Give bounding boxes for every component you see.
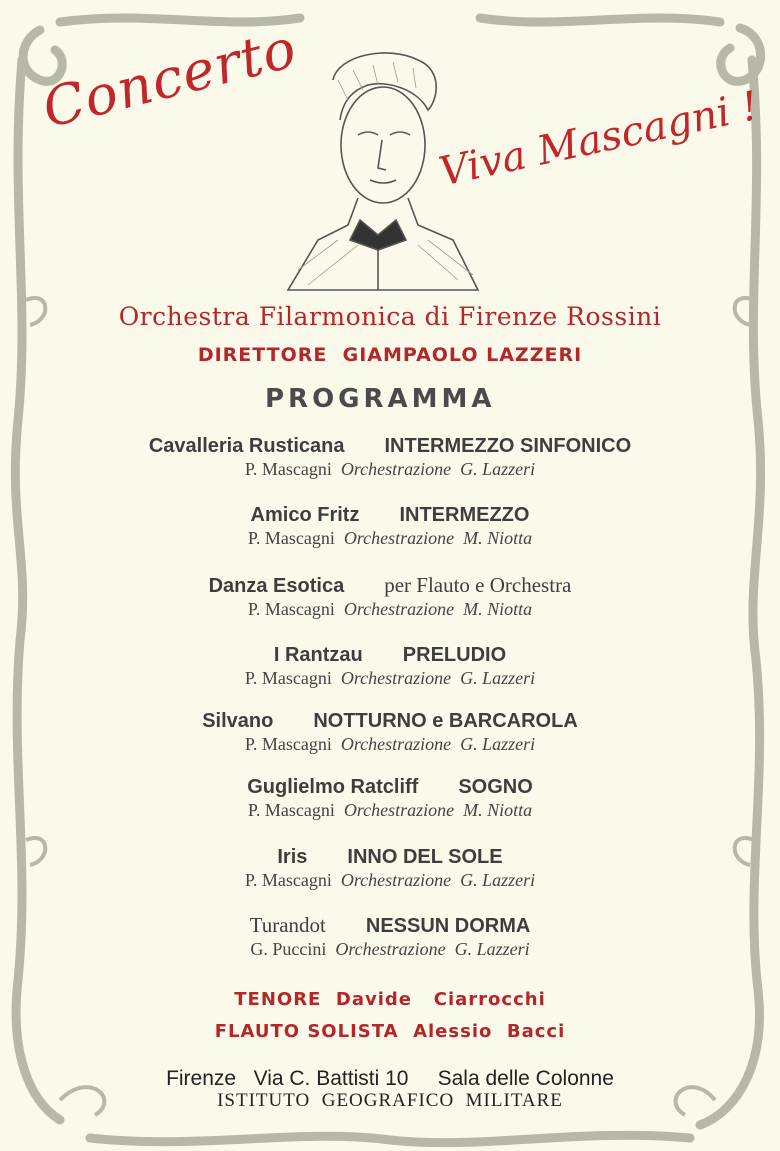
program-item-title [0, 709, 780, 733]
composer-name: P. Mascagni [247, 800, 335, 820]
program-item [0, 845, 780, 891]
composer-name: P. Mascagni [247, 599, 335, 619]
orchestration-label: Orchestrazione [340, 734, 452, 754]
program-item-title [0, 503, 780, 527]
opera-name: Iris [277, 846, 308, 868]
opera-name: Danza Esotica [208, 575, 345, 597]
tenor-line: TENORE Davide Ciarrocchi [234, 989, 546, 1010]
arranger-name: G. Lazzeri [460, 734, 536, 754]
opera-name: Guglielmo Ratcliff [247, 776, 419, 798]
program-item-credits [0, 458, 780, 480]
piece-name: INTERMEZZO SINFONICO [384, 435, 632, 457]
program-item-title [0, 434, 780, 458]
program-item [0, 434, 780, 480]
opera-name: I Rantzau [273, 644, 363, 666]
opera-name: Turandot [249, 913, 326, 937]
venue-institution: ISTITUTO GEOGRAFICO MILITARE [217, 1090, 563, 1111]
piece-name: per Flauto e Orchestra [384, 573, 572, 597]
composer-name: G. Puccini [250, 939, 327, 959]
program-item-credits [0, 598, 780, 620]
program-item [0, 775, 780, 821]
arranger-name: G. Lazzeri [460, 668, 536, 688]
opera-name: Cavalleria Rusticana [148, 435, 345, 457]
piece-name: INTERMEZZO [399, 504, 530, 526]
program-item-title [0, 775, 780, 799]
orchestration-label: Orchestrazione [340, 668, 452, 688]
program-item [0, 573, 780, 620]
program-item-credits [0, 799, 780, 821]
program-item-credits [0, 733, 780, 755]
composer-name: P. Mascagni [244, 459, 332, 479]
program-item-credits [0, 869, 780, 891]
arranger-name: M. Niotta [463, 599, 533, 619]
piece-name: NOTTURNO e BARCAROLA [313, 710, 578, 732]
composer-name: P. Mascagni [244, 734, 332, 754]
opera-name: Amico Fritz [250, 504, 360, 526]
program-item-title [0, 913, 780, 938]
viva-mascagni-title: Viva Mascagni ! [435, 82, 763, 196]
program-item [0, 709, 780, 755]
piece-name: NESSUN DORMA [365, 915, 531, 937]
program-item [0, 643, 780, 689]
venue-address: Firenze Via C. Battisti 10 Sala delle Colonne [166, 1067, 614, 1090]
composer-name: P. Mascagni [247, 528, 335, 548]
program-item-title [0, 845, 780, 869]
arranger-name: M. Niotta [463, 800, 533, 820]
orchestration-label: Orchestrazione [340, 459, 452, 479]
program-item-credits [0, 667, 780, 689]
concerto-title: Concerto [36, 16, 303, 141]
program-heading: PROGRAMMA [265, 384, 496, 414]
orchestration-label: Orchestrazione [340, 870, 452, 890]
arranger-name: G. Lazzeri [460, 459, 536, 479]
composer-name: P. Mascagni [244, 668, 332, 688]
program-item-credits [0, 938, 780, 960]
program-item [0, 913, 780, 960]
director-line: DIRETTORE GIAMPAOLO LAZZERI [197, 344, 583, 366]
arranger-name: G. Lazzeri [460, 870, 536, 890]
composer-name: P. Mascagni [244, 870, 332, 890]
program-item-credits [0, 527, 780, 549]
arranger-name: G. Lazzeri [454, 939, 530, 959]
orchestration-label: Orchestrazione [335, 939, 446, 959]
program-item [0, 503, 780, 549]
orchestra-name: Orchestra Filarmonica di Firenze Rossini [118, 302, 662, 331]
orchestration-label: Orchestrazione [343, 528, 455, 548]
program-item-title [0, 643, 780, 667]
arranger-name: M. Niotta [463, 528, 533, 548]
opera-name: Silvano [202, 710, 274, 732]
program-item-title [0, 573, 780, 598]
piece-name: INNO DEL SOLE [347, 846, 503, 868]
flute-soloist-line: FLAUTO SOLISTA Alessio Bacci [214, 1021, 566, 1042]
orchestration-label: Orchestrazione [343, 800, 455, 820]
orchestration-label: Orchestrazione [343, 599, 455, 619]
piece-name: PRELUDIO [402, 644, 507, 666]
piece-name: SOGNO [458, 776, 533, 798]
